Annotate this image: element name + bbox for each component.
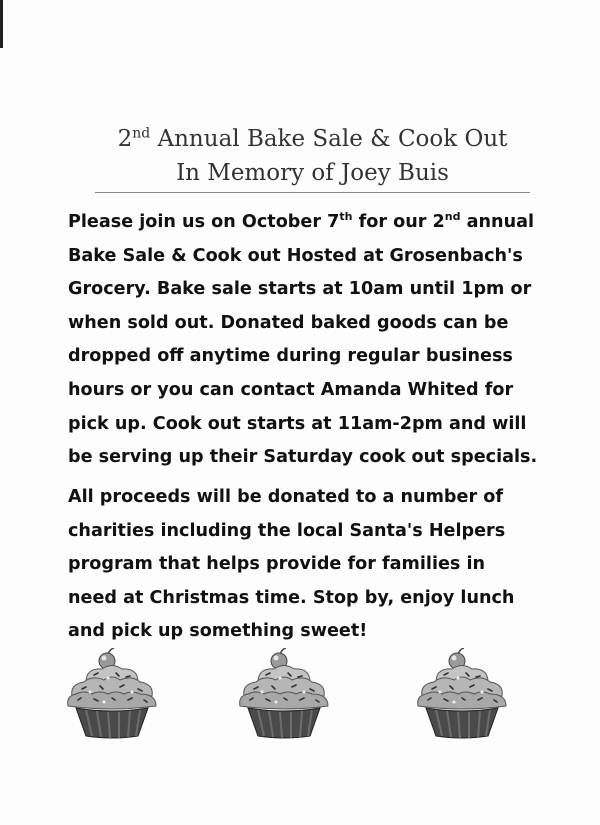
title-line-1: 2nd Annual Bake Sale & Cook Out (117, 125, 508, 152)
title-line-2: In Memory of Joey Buis (176, 160, 449, 186)
flyer-title (95, 122, 530, 190)
event-details-paragraph: Please join us on October 7th for our 2nd annual Bake Sale & Cook out Hosted at Grosenbach's Grocery. Bake sale starts at 10am until 1pm or when sold out. Donated baked goods can be dropped off anytime during regular business hours or you can contact Amanda Whited for pick up. Cook out starts at 11am-2pm and will be serving up their Saturday cook out specials. (68, 210, 538, 468)
proceeds-paragraph: All proceeds will be donated to a number of charities including the local Santa's Helpers program that helps provide for families in need at Christmas time. Stop by, enjoy lunch and pick up something sweet! (68, 487, 515, 642)
cupcake-icon (414, 648, 510, 740)
cupcake-icon (64, 648, 160, 740)
cupcake-icon (236, 648, 332, 740)
scan-edge-mark (0, 0, 3, 48)
title-divider (95, 192, 530, 193)
